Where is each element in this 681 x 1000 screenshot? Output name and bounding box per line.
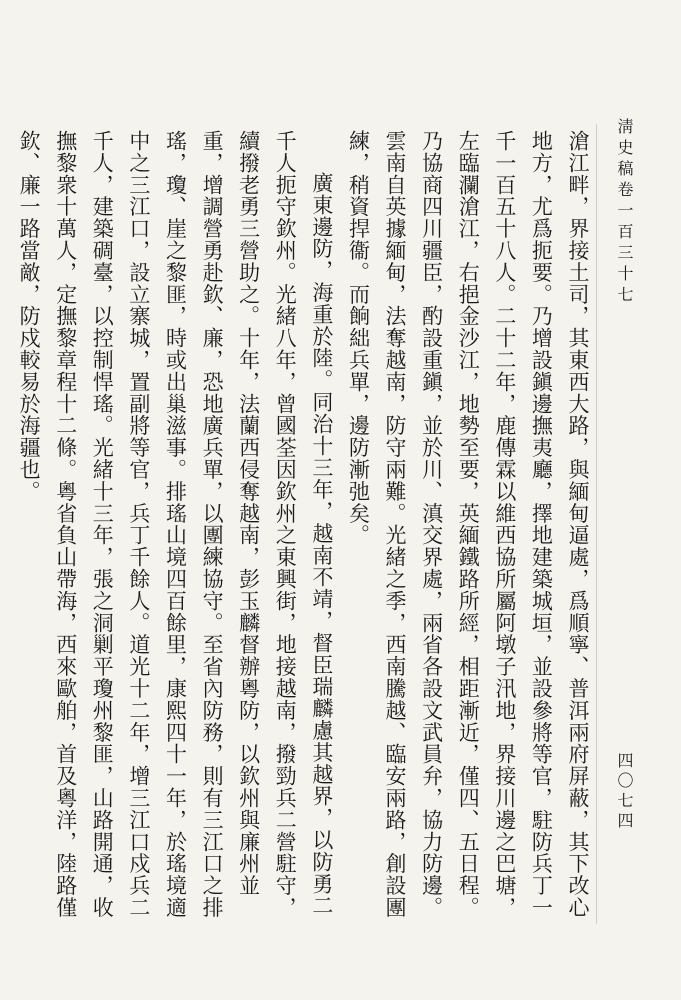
book-title: 淸史稿卷一百三十七: [615, 118, 634, 307]
page-number-text: 四〇七四: [615, 752, 634, 832]
body-text: [17, 130, 596, 935]
paragraph-guangdong-frontier: 廣東邊防，海重於陸。同治十三年，越南不靖，督臣瑞麟慮其越界，以防勇二千人扼守欽州。光緒八年，曾國荃因欽州之東興街，地接越南，撥勁兵二營駐守，續撥老勇三營助之。十年，法蘭西侵奪越南，彭玉麟督辦粵防，以欽州與廉州並重，增調營勇赴欽、廉，恐地廣兵單，以團練協守。至省內防務，則有三江口之排瑤，瓊、崖之黎匪，時或出巢滋事。排瑤山境四百餘里，康熙四十一年，於瑤境適中之三江口，設立寨城，置副將等官，兵丁千餘人。道光十二年，增三江口戍兵二千人，建築碉臺，以控制悍瑤。光緒十三年，張之洞剿平瓊州黎匪，山路開通，收撫黎衆十萬人，定撫黎章程十二條。粵省負山帶海，西來歐舶，首及粵洋，陸路僅欽、廉一路當敵，防戍較易於海疆也。: [17, 130, 334, 919]
running-header: [612, 118, 636, 307]
paragraph-yunnan-frontier: 滄江畔，界接土司，其東西大路，與緬甸逼處，爲順寧、普洱兩府屏蔽，其下改心地方，尤爲扼要。乃增設鎭邊撫夷廳，擇地建築城垣，並設參將等官，駐防兵丁一千一百五十八人。二十二年，鹿傳霖以維西協所屬阿墩子汛地，界接川邊之巴塘，左臨瀾滄江，右挹金沙江，地勢至要，英緬鐵路所經，相距漸近，僅四、五日程。乃協商四川疆臣，酌設重鎭，並於川、滇交界處，兩省各設文武員弁，協力防邊。雲南自英據緬甸，法奪越南，防守兩難。光緒之季，西南騰越、臨安兩路，創設團練，稍資捍衞。而餉絀兵單，邊防漸弛矣。: [346, 130, 590, 919]
column-rule: [596, 124, 597, 924]
page-number: [612, 752, 636, 832]
